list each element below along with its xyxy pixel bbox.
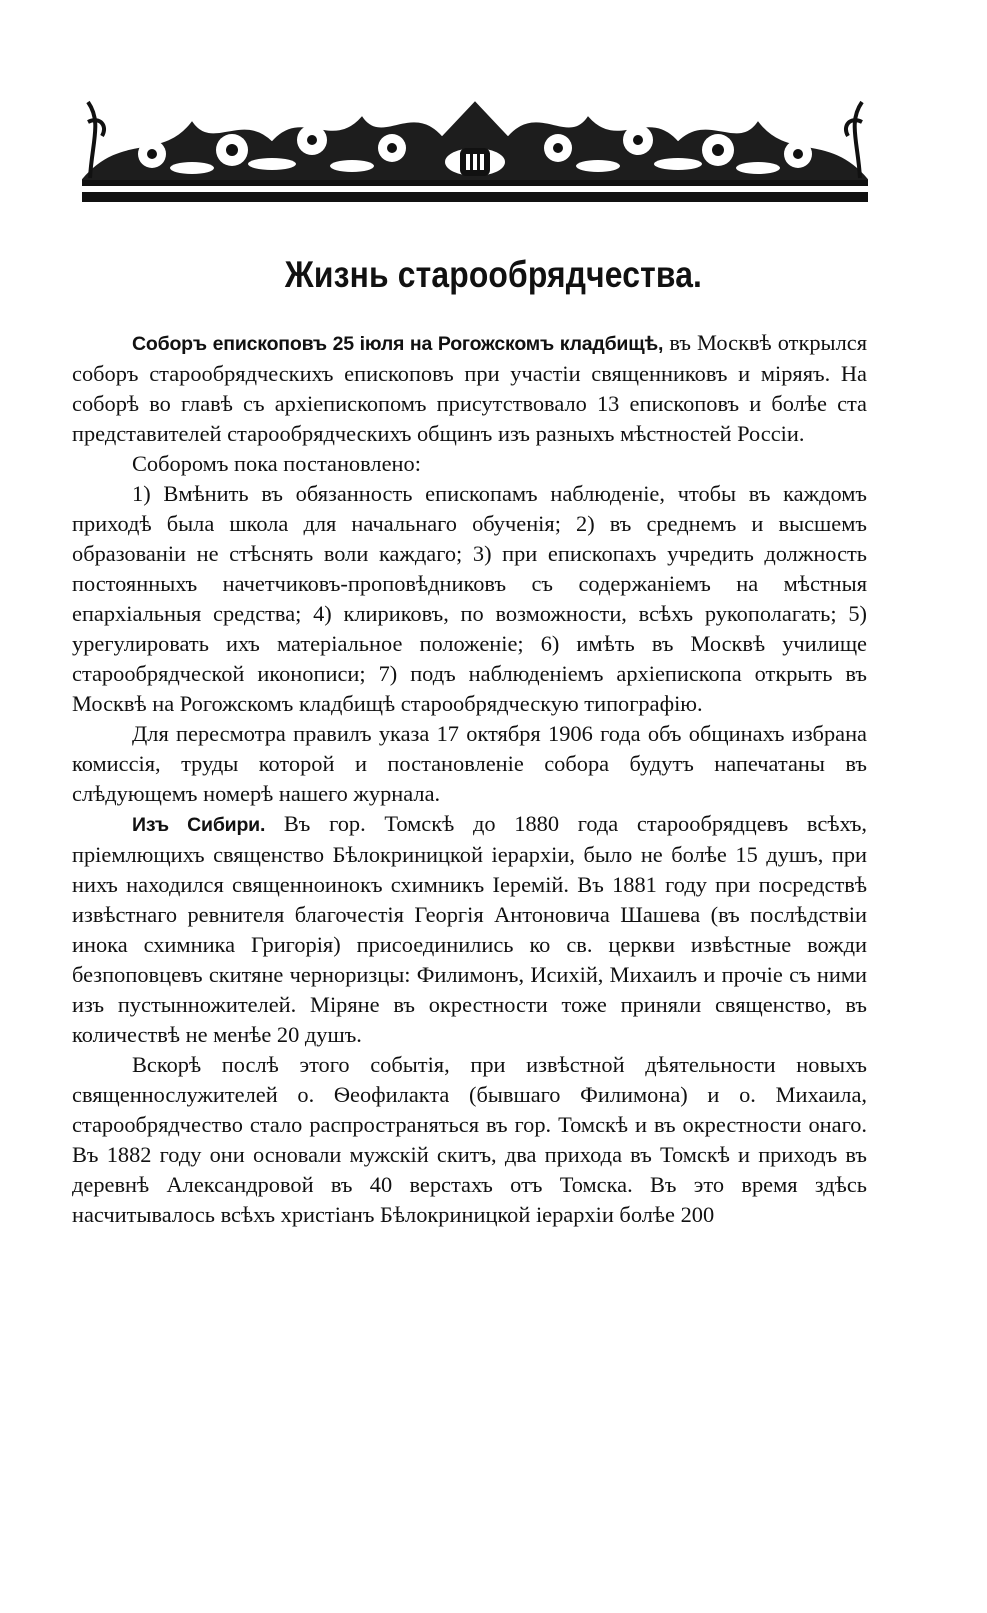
floral-headpiece-ornament bbox=[82, 92, 868, 204]
paragraph-text: въ Москвѣ открылся соборъ старообрядческихъ епископовъ при участіи священниковъ и міряяъ. На соборѣ во главѣ съ архіепископомъ присутствовало 13 епископовъ и болѣе ста представителей старообрядческихъ общинъ изъ разныхъ мѣстностей Россіи. bbox=[72, 330, 867, 446]
paragraph-text: 1) Вмѣнить въ обязанность епископамъ наблюденіе, чтобы въ каждомъ приходѣ была школа для начальнаго обученія; 2) въ среднемъ и высшемъ образованіи не стѣснять воли каждаго; 3) при епископахъ учредить должность постоянныхъ начетчиковъ-проповѣдниковъ съ содержаніемъ на мѣстныя епархіальныя средства; 4) клириковъ, по возможности, всѣхъ рукополагать; 5) урегулировать ихъ матеріальное положеніе; 6) имѣть въ Москвѣ училище старообрядческой иконописи; 7) подъ наблюденіемъ архіепископа открыть въ Москвѣ на Рогожскомъ кладбищѣ старообрядческую типографію. bbox=[72, 481, 867, 716]
paragraph bbox=[72, 809, 867, 1050]
paragraph-text: Въ гор. Томскѣ до 1880 года старообрядцевъ всѣхъ, пріемлющихъ священство Бѣлокриницкой іерархіи, было не болѣе 15 душъ, при нихъ находился священноинокъ схимникъ Іеремій. Въ 1881 году при посредствѣ извѣстнаго ревнителя благочестія Георгія Антоновича Шашева (въ послѣдствіи инока схимника Григорія) присоединились ко св. церкви извѣстные вожди безпоповцевъ скитяне черноризцы: Филимонъ, Исихій, Михаилъ и прочіе съ ними изъ пустынножителей. Міряне въ окрестности тоже приняли священство, въ количествѣ не менѣе 20 душъ. bbox=[72, 811, 867, 1047]
paragraph bbox=[72, 1050, 867, 1230]
paragraph-text: Вскорѣ послѣ этого событія, при извѣстной дѣятельности новыхъ священнослужителей о. Ѳеофилакта (бывшаго Филимона) и о. Михаила, старообрядчество стало распространяться въ гор. Томскѣ и въ окрестности онаго. Въ 1882 году они основали мужскій скитъ, два прихода въ Томскѣ и приходъ въ деревнѣ Александровой въ 40 верстахъ отъ Томска. Въ это время здѣсь насчитывалось всѣхъ христіанъ Бѣлокриницкой іерархіи болѣе 200 bbox=[72, 1052, 867, 1227]
paragraph bbox=[72, 328, 867, 449]
paragraph bbox=[72, 449, 867, 479]
article-body bbox=[72, 328, 867, 1230]
paragraph bbox=[72, 479, 867, 719]
page-title: Жизнь старообрядчества. bbox=[284, 254, 703, 295]
paragraph-text: Для пересмотра правилъ указа 17 октября 1906 года объ общинахъ избрана комиссія, труды которой и постановленіе собора будутъ напечатаны въ слѣдующемъ номерѣ нашего журнала. bbox=[72, 721, 867, 806]
paragraph-text: Соборомъ пока постановлено: bbox=[132, 451, 421, 476]
section-rubric: Соборъ епископовъ 25 іюля на Рогожскомъ кладбищѣ, bbox=[132, 333, 664, 355]
section-rubric: Изъ Сибири. bbox=[132, 814, 266, 836]
paragraph bbox=[72, 719, 867, 809]
